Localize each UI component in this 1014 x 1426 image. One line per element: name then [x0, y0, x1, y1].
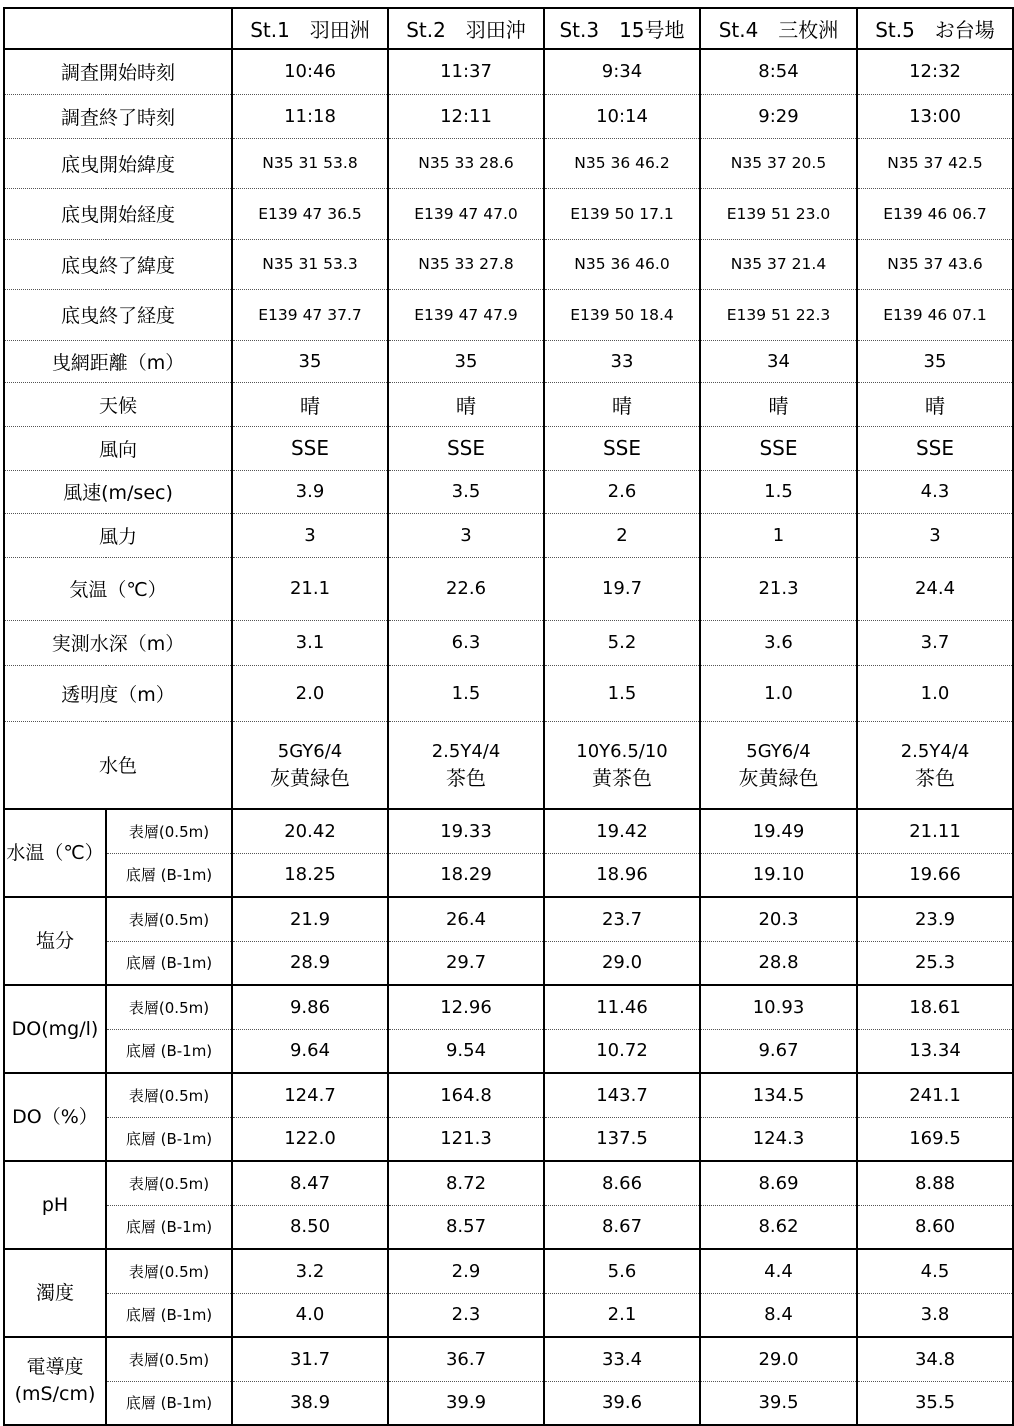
- value-cell: 9:29: [700, 94, 857, 138]
- layer-label-bottom: 底層 (B-1m): [106, 1381, 232, 1425]
- value-cell: 124.7: [232, 1073, 388, 1117]
- value-cell: 39.5: [700, 1381, 857, 1425]
- water-color-cell: [232, 721, 388, 809]
- value-cell: 8.88: [857, 1161, 1013, 1205]
- value-cell: 2.6: [544, 470, 700, 513]
- value-cell: 29.0: [544, 941, 700, 985]
- value-cell: 4.3: [857, 470, 1013, 513]
- value-cell: N35 31 53.3: [232, 239, 388, 289]
- group-label-text: pH: [41, 1193, 69, 1216]
- group-label: [4, 1249, 106, 1337]
- water-color-cell: [544, 721, 700, 809]
- value-cell: 13.34: [857, 1029, 1013, 1073]
- value-cell: SSE: [388, 426, 544, 470]
- table-row: [4, 1029, 1013, 1073]
- value-cell: 12:32: [857, 49, 1013, 94]
- header-corner: [4, 8, 232, 49]
- value-cell: 28.8: [700, 941, 857, 985]
- value-cell: 2: [544, 513, 700, 557]
- value-cell: 33.4: [544, 1337, 700, 1381]
- value-cell: 3.6: [700, 620, 857, 665]
- value-cell: 9:34: [544, 49, 700, 94]
- group-label-text: DO（%）: [12, 1105, 98, 1128]
- row-label: 気温（℃）: [4, 557, 232, 620]
- value-cell: 8.4: [700, 1293, 857, 1337]
- group-label-text: DO(mg/l): [11, 1017, 99, 1040]
- table-row: [4, 1205, 1013, 1249]
- value-cell: 19.10: [700, 853, 857, 897]
- value-cell: 晴: [700, 382, 857, 426]
- value-cell: 3: [388, 513, 544, 557]
- layer-label-bottom: 底層 (B-1m): [106, 1205, 232, 1249]
- water-color-code: 10Y6.5/10: [576, 740, 668, 762]
- row-label: 底曳開始経度: [4, 188, 232, 239]
- value-cell: 21.1: [232, 557, 388, 620]
- group-label-text: 水温（℃）: [6, 841, 104, 864]
- value-cell: 19.42: [544, 809, 700, 853]
- value-cell: 1.0: [700, 665, 857, 721]
- table-row: [4, 513, 1013, 557]
- row-label: 底曳終了経度: [4, 289, 232, 340]
- value-cell: 11.46: [544, 985, 700, 1029]
- table-row: [4, 809, 1013, 853]
- group-label: [4, 1161, 106, 1249]
- layer-label-surface: 表層(0.5m): [106, 1161, 232, 1205]
- value-cell: 22.6: [388, 557, 544, 620]
- table-row: [4, 620, 1013, 665]
- value-cell: 8.57: [388, 1205, 544, 1249]
- value-cell: 4.5: [857, 1249, 1013, 1293]
- value-cell: 21.9: [232, 897, 388, 941]
- value-cell: 4.0: [232, 1293, 388, 1337]
- water-color-name: 茶色: [446, 765, 486, 790]
- value-cell: E139 50 17.1: [544, 188, 700, 239]
- value-cell: 晴: [388, 382, 544, 426]
- value-cell: 121.3: [388, 1117, 544, 1161]
- value-cell: 12:11: [388, 94, 544, 138]
- value-cell: 1.5: [388, 665, 544, 721]
- value-cell: SSE: [857, 426, 1013, 470]
- table-row: [4, 853, 1013, 897]
- layer-label-surface: 表層(0.5m): [106, 1249, 232, 1293]
- value-cell: 4.4: [700, 1249, 857, 1293]
- water-color-code: 5GY6/4: [746, 740, 811, 762]
- value-cell: SSE: [544, 426, 700, 470]
- layer-label-surface: 表層(0.5m): [106, 809, 232, 853]
- value-cell: 18.25: [232, 853, 388, 897]
- value-cell: 8.69: [700, 1161, 857, 1205]
- station-header: St.2 羽田沖: [388, 8, 544, 49]
- row-label: 風速(m/sec): [4, 470, 232, 513]
- value-cell: N35 37 43.6: [857, 239, 1013, 289]
- layer-label-surface: 表層(0.5m): [106, 1073, 232, 1117]
- table-row: [4, 239, 1013, 289]
- group-label: [4, 985, 106, 1073]
- value-cell: 8.66: [544, 1161, 700, 1205]
- value-cell: 20.3: [700, 897, 857, 941]
- value-cell: 35.5: [857, 1381, 1013, 1425]
- value-cell: 13:00: [857, 94, 1013, 138]
- value-cell: E139 46 06.7: [857, 188, 1013, 239]
- table-row: [4, 985, 1013, 1029]
- value-cell: 19.49: [700, 809, 857, 853]
- value-cell: 12.96: [388, 985, 544, 1029]
- value-cell: 3: [232, 513, 388, 557]
- value-cell: 10.72: [544, 1029, 700, 1073]
- value-cell: 3.5: [388, 470, 544, 513]
- row-label: 底曳開始緯度: [4, 138, 232, 188]
- value-cell: SSE: [700, 426, 857, 470]
- row-label: 風向: [4, 426, 232, 470]
- value-cell: 9.54: [388, 1029, 544, 1073]
- value-cell: 29.7: [388, 941, 544, 985]
- value-cell: 23.9: [857, 897, 1013, 941]
- value-cell: 39.6: [544, 1381, 700, 1425]
- value-cell: 9.67: [700, 1029, 857, 1073]
- value-cell: 3.9: [232, 470, 388, 513]
- value-cell: 2.9: [388, 1249, 544, 1293]
- layer-label-bottom: 底層 (B-1m): [106, 1293, 232, 1337]
- value-cell: 23.7: [544, 897, 700, 941]
- water-color-code: 2.5Y4/4: [900, 740, 970, 762]
- table-row: [4, 1073, 1013, 1117]
- row-label: 天候: [4, 382, 232, 426]
- value-cell: 晴: [232, 382, 388, 426]
- row-label: 曳網距離（m）: [4, 340, 232, 382]
- value-cell: 137.5: [544, 1117, 700, 1161]
- value-cell: N35 37 21.4: [700, 239, 857, 289]
- value-cell: 8.62: [700, 1205, 857, 1249]
- value-cell: 19.66: [857, 853, 1013, 897]
- value-cell: 10.93: [700, 985, 857, 1029]
- table-row: [4, 138, 1013, 188]
- value-cell: 19.33: [388, 809, 544, 853]
- value-cell: 9.86: [232, 985, 388, 1029]
- value-cell: E139 47 36.5: [232, 188, 388, 239]
- water-color-name: 黄茶色: [592, 765, 652, 790]
- layer-label-bottom: 底層 (B-1m): [106, 941, 232, 985]
- row-label: 透明度（m）: [4, 665, 232, 721]
- layer-label-surface: 表層(0.5m): [106, 985, 232, 1029]
- value-cell: 1.0: [857, 665, 1013, 721]
- value-cell: 19.7: [544, 557, 700, 620]
- value-cell: 11:37: [388, 49, 544, 94]
- group-label-text: 濁度: [35, 1281, 74, 1304]
- table-row: [4, 1117, 1013, 1161]
- value-cell: N35 37 42.5: [857, 138, 1013, 188]
- table-row: [4, 1249, 1013, 1293]
- value-cell: 8.47: [232, 1161, 388, 1205]
- value-cell: 10:46: [232, 49, 388, 94]
- value-cell: 21.3: [700, 557, 857, 620]
- value-cell: E139 47 47.0: [388, 188, 544, 239]
- value-cell: 18.29: [388, 853, 544, 897]
- group-label: [4, 1337, 106, 1425]
- value-cell: 28.9: [232, 941, 388, 985]
- table-row: [4, 721, 1013, 809]
- value-cell: N35 33 27.8: [388, 239, 544, 289]
- table-row: [4, 1381, 1013, 1425]
- value-cell: 29.0: [700, 1337, 857, 1381]
- table-row: [4, 1337, 1013, 1381]
- value-cell: N35 36 46.2: [544, 138, 700, 188]
- value-cell: 18.61: [857, 985, 1013, 1029]
- layer-label-bottom: 底層 (B-1m): [106, 1029, 232, 1073]
- value-cell: N35 31 53.8: [232, 138, 388, 188]
- water-color-name: 茶色: [915, 765, 955, 790]
- value-cell: 8.50: [232, 1205, 388, 1249]
- row-label: 実測水深（m）: [4, 620, 232, 665]
- layer-label-surface: 表層(0.5m): [106, 1337, 232, 1381]
- group-label-unit: (mS/cm): [14, 1383, 96, 1405]
- row-label: 調査開始時刻: [4, 49, 232, 94]
- survey-table: [3, 7, 1014, 1426]
- table-row: [4, 289, 1013, 340]
- table-row: [4, 470, 1013, 513]
- water-color-label: 水色: [4, 721, 232, 809]
- value-cell: 1.5: [544, 665, 700, 721]
- table-row: [4, 188, 1013, 239]
- station-header: St.3 15号地: [544, 8, 700, 49]
- value-cell: 8.72: [388, 1161, 544, 1205]
- value-cell: 164.8: [388, 1073, 544, 1117]
- value-cell: N35 36 46.0: [544, 239, 700, 289]
- layer-label-bottom: 底層 (B-1m): [106, 1117, 232, 1161]
- table-row: [4, 557, 1013, 620]
- table-row: [4, 1161, 1013, 1205]
- table-row: [4, 665, 1013, 721]
- value-cell: SSE: [232, 426, 388, 470]
- table-row: [4, 941, 1013, 985]
- value-cell: 35: [232, 340, 388, 382]
- value-cell: 5.6: [544, 1249, 700, 1293]
- value-cell: 2.0: [232, 665, 388, 721]
- value-cell: 39.9: [388, 1381, 544, 1425]
- value-cell: 143.7: [544, 1073, 700, 1117]
- value-cell: 3: [857, 513, 1013, 557]
- value-cell: 24.4: [857, 557, 1013, 620]
- water-color-name: 灰黄緑色: [270, 765, 350, 790]
- station-header: St.1 羽田洲: [232, 8, 388, 49]
- value-cell: E139 51 23.0: [700, 188, 857, 239]
- value-cell: N35 37 20.5: [700, 138, 857, 188]
- value-cell: 8.60: [857, 1205, 1013, 1249]
- value-cell: 33: [544, 340, 700, 382]
- value-cell: E139 51 22.3: [700, 289, 857, 340]
- value-cell: 169.5: [857, 1117, 1013, 1161]
- value-cell: 124.3: [700, 1117, 857, 1161]
- group-label: [4, 1073, 106, 1161]
- value-cell: 3.1: [232, 620, 388, 665]
- group-label: [4, 897, 106, 985]
- value-cell: N35 33 28.6: [388, 138, 544, 188]
- value-cell: 2.1: [544, 1293, 700, 1337]
- value-cell: 8:54: [700, 49, 857, 94]
- value-cell: 20.42: [232, 809, 388, 853]
- table-row: [4, 340, 1013, 382]
- value-cell: E139 47 47.9: [388, 289, 544, 340]
- value-cell: E139 47 37.7: [232, 289, 388, 340]
- water-color-cell: [388, 721, 544, 809]
- value-cell: 9.64: [232, 1029, 388, 1073]
- value-cell: 3.7: [857, 620, 1013, 665]
- row-label: 風力: [4, 513, 232, 557]
- row-label: 調査終了時刻: [4, 94, 232, 138]
- value-cell: 1: [700, 513, 857, 557]
- value-cell: E139 50 18.4: [544, 289, 700, 340]
- value-cell: 10:14: [544, 94, 700, 138]
- value-cell: 晴: [544, 382, 700, 426]
- value-cell: 35: [857, 340, 1013, 382]
- table-row: [4, 8, 1013, 49]
- group-label-text: 電導度: [26, 1356, 84, 1378]
- value-cell: 34.8: [857, 1337, 1013, 1381]
- value-cell: 26.4: [388, 897, 544, 941]
- water-color-cell: [700, 721, 857, 809]
- value-cell: 34: [700, 340, 857, 382]
- value-cell: 6.3: [388, 620, 544, 665]
- table-row: [4, 49, 1013, 94]
- value-cell: 晴: [857, 382, 1013, 426]
- group-label-text: 塩分: [35, 929, 74, 952]
- group-label: [4, 809, 106, 897]
- row-label: 底曳終了緯度: [4, 239, 232, 289]
- value-cell: 3.8: [857, 1293, 1013, 1337]
- water-color-cell: [857, 721, 1013, 809]
- value-cell: 11:18: [232, 94, 388, 138]
- value-cell: 38.9: [232, 1381, 388, 1425]
- value-cell: 3.2: [232, 1249, 388, 1293]
- table-row: [4, 897, 1013, 941]
- value-cell: E139 46 07.1: [857, 289, 1013, 340]
- value-cell: 21.11: [857, 809, 1013, 853]
- value-cell: 31.7: [232, 1337, 388, 1381]
- water-color-code: 2.5Y4/4: [431, 740, 501, 762]
- value-cell: 2.3: [388, 1293, 544, 1337]
- water-color-code: 5GY6/4: [277, 740, 343, 762]
- layer-label-bottom: 底層 (B-1m): [106, 853, 232, 897]
- water-color-name: 灰黄緑色: [738, 765, 819, 790]
- value-cell: 8.67: [544, 1205, 700, 1249]
- value-cell: 25.3: [857, 941, 1013, 985]
- table-row: [4, 94, 1013, 138]
- table-row: [4, 426, 1013, 470]
- station-header: St.5 お台場: [857, 8, 1013, 49]
- layer-label-surface: 表層(0.5m): [106, 897, 232, 941]
- value-cell: 1.5: [700, 470, 857, 513]
- value-cell: 241.1: [857, 1073, 1013, 1117]
- value-cell: 122.0: [232, 1117, 388, 1161]
- value-cell: 36.7: [388, 1337, 544, 1381]
- value-cell: 35: [388, 340, 544, 382]
- table-row: [4, 1293, 1013, 1337]
- value-cell: 5.2: [544, 620, 700, 665]
- table-row: [4, 382, 1013, 426]
- value-cell: 18.96: [544, 853, 700, 897]
- value-cell: 134.5: [700, 1073, 857, 1117]
- station-header: St.4 三枚洲: [700, 8, 857, 49]
